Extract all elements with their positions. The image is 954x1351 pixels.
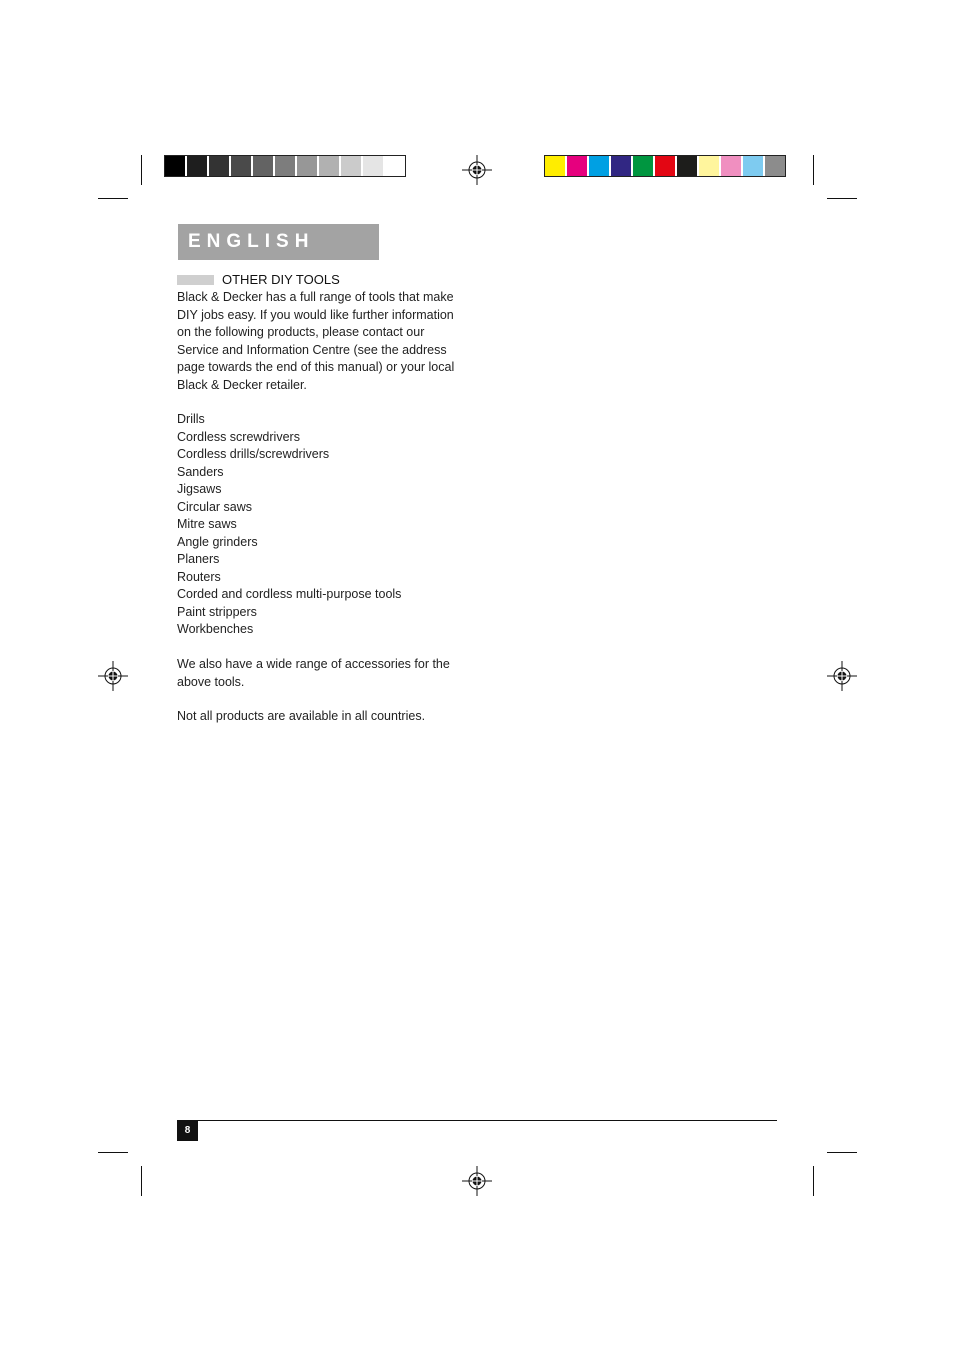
- crop-mark: [98, 198, 128, 199]
- crop-mark: [813, 1166, 814, 1196]
- crop-mark: [141, 155, 142, 185]
- product-list-item: Sanders: [177, 464, 224, 479]
- color-swatch: [297, 156, 319, 176]
- crop-mark: [813, 155, 814, 185]
- registration-mark-icon: [462, 155, 492, 185]
- registration-mark-icon: [827, 661, 857, 691]
- color-swatch: [655, 156, 677, 176]
- color-swatch: [743, 156, 765, 176]
- availability-note: Not all products are available in all countries.: [177, 709, 426, 723]
- product-list-item: Routers: [177, 569, 221, 584]
- color-swatch: [721, 156, 743, 176]
- color-swatch: [677, 156, 699, 176]
- accessories-note: We also have a wide range of accessories for the above tools.: [177, 657, 450, 689]
- crop-mark: [98, 1152, 128, 1153]
- product-list-item: Corded and cordless multi-purpose tools: [177, 587, 402, 601]
- color-swatch: [165, 156, 187, 176]
- product-list-item: Drills: [177, 412, 205, 426]
- color-swatch: [231, 156, 253, 176]
- color-swatch: [765, 156, 785, 176]
- color-swatch: [187, 156, 209, 176]
- color-swatch: [341, 156, 363, 176]
- crop-mark: [141, 1166, 142, 1196]
- crop-mark: [827, 1152, 857, 1153]
- color-swatch: [611, 156, 633, 176]
- color-swatch: [633, 156, 655, 176]
- color-swatch: [589, 156, 611, 176]
- language-tab: ENGLISH: [178, 224, 379, 260]
- section-marker-bar: [177, 275, 214, 285]
- crop-mark: [827, 198, 857, 199]
- color-swatch: [275, 156, 297, 176]
- grayscale-color-bar: [164, 155, 406, 177]
- product-list-item: Cordless screwdrivers: [177, 429, 300, 444]
- registration-mark-icon: [462, 1166, 492, 1196]
- color-swatch: [363, 156, 385, 176]
- registration-mark-icon: [98, 661, 128, 691]
- color-swatch: [253, 156, 275, 176]
- color-swatch: [209, 156, 231, 176]
- product-list-item: Workbenches: [177, 622, 254, 636]
- color-swatch: [319, 156, 341, 176]
- product-list-item: Circular saws: [177, 499, 253, 514]
- color-swatch: [567, 156, 589, 176]
- product-list: [177, 411, 401, 639]
- color-swatch: [385, 156, 405, 176]
- page-number: 8: [177, 1120, 198, 1141]
- product-list-item: Cordless drills/screwdrivers: [177, 447, 330, 461]
- intro-paragraph: Black & Decker has a full range of tools that make DIY jobs easy. If you would like further information on the following products, please contact our Service and Information Centre (see the address page towards the end of this manual) or your local Black & Decker retailer.: [177, 290, 455, 392]
- product-list-item: Paint strippers: [177, 604, 257, 619]
- footer-rule: [177, 1120, 777, 1121]
- product-list-item: Angle grinders: [177, 534, 258, 549]
- product-list-item: Jigsaws: [177, 482, 222, 496]
- product-list-item: Planers: [177, 552, 220, 566]
- color-swatch: [699, 156, 721, 176]
- color-swatch: [545, 156, 567, 176]
- process-color-bar: [544, 155, 786, 177]
- section-title: OTHER DIY TOOLS: [222, 272, 340, 287]
- product-list-item: Mitre saws: [177, 517, 237, 531]
